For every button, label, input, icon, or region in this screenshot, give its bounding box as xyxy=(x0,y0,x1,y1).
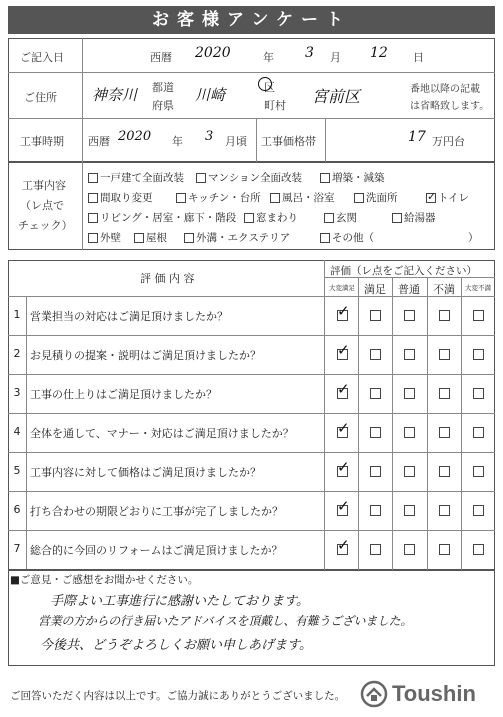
rating-checkbox[interactable] xyxy=(439,505,450,516)
rating-checkbox[interactable] xyxy=(439,427,450,438)
rating-checkbox[interactable] xyxy=(439,349,450,360)
rating-checkbox[interactable] xyxy=(473,310,484,321)
question-text: 工事内容に対して価格はご満足頂けましたか？ xyxy=(30,466,261,479)
pref-unit-1: 都道 xyxy=(152,81,174,94)
checkbox-icon[interactable] xyxy=(176,193,186,203)
footer-thanks: ご回答いただく内容は以上です。ご協力誠にありがとうございました。 xyxy=(10,690,346,702)
rating-checkbox[interactable] xyxy=(404,388,415,399)
circle-mark-icon xyxy=(258,77,272,91)
rating-checkbox[interactable] xyxy=(439,466,450,477)
checkbox-icon[interactable] xyxy=(244,213,254,223)
rating-checkbox[interactable] xyxy=(370,349,381,360)
date-month-unit: 月 xyxy=(330,51,341,64)
question-number: 3 xyxy=(13,386,21,399)
checkbox-icon[interactable] xyxy=(196,173,206,183)
work-label-2: （レ点で xyxy=(20,199,64,212)
address-ward: 宮前区 xyxy=(312,87,361,106)
checked-box-icon[interactable]: ✓ xyxy=(427,190,437,203)
work-option-label: ） xyxy=(468,232,479,244)
rating-checkbox[interactable] xyxy=(404,310,415,321)
work-option[interactable] xyxy=(354,190,398,205)
checkbox-icon[interactable] xyxy=(270,193,280,203)
city-unit-2: 町村 xyxy=(264,99,286,112)
price-value: 17 xyxy=(408,129,426,145)
pref-unit-2: 府県 xyxy=(152,99,174,112)
rating-checkbox[interactable] xyxy=(404,349,415,360)
checkbox-icon[interactable] xyxy=(88,193,98,203)
eval-column-header: 普通 xyxy=(398,283,420,296)
date-label: ご記入日 xyxy=(20,51,64,64)
rating-checkbox[interactable] xyxy=(370,427,381,438)
comment-line-2: 営業の方からの行き届いたアドバイスを頂戴し、有難うございました。 xyxy=(38,614,413,628)
work-option-label: 間取り変更 xyxy=(100,192,153,204)
work-option[interactable] xyxy=(88,190,153,205)
checkbox-icon[interactable] xyxy=(354,193,364,203)
rating-checkbox[interactable] xyxy=(404,544,415,555)
evaluation-table xyxy=(8,260,495,570)
question-text: 打ち合わせの期限どおりに工事が完了しましたか？ xyxy=(30,505,283,518)
period-month: 3 xyxy=(205,129,214,144)
checkbox-icon[interactable] xyxy=(184,233,194,243)
price-unit: 万円台 xyxy=(432,135,465,148)
period-label: 工事時期 xyxy=(20,135,64,148)
rating-checkbox[interactable] xyxy=(473,388,484,399)
work-option-label: 玄関 xyxy=(336,212,357,224)
question-text: お見積りの提案・説明はご満足頂けましたか？ xyxy=(30,349,261,362)
check-mark-icon: ✓ xyxy=(337,302,350,320)
page-title: お客様アンケート xyxy=(8,6,495,34)
question-number: 7 xyxy=(13,542,21,555)
work-option[interactable] xyxy=(468,230,479,245)
checkbox-icon[interactable] xyxy=(88,233,98,243)
check-mark-icon: ✓ xyxy=(337,380,350,398)
period-year: 2020 xyxy=(118,129,152,144)
brand-name: Toushin xyxy=(392,681,476,706)
question-text: 全体を通して、マナー・対応はご満足頂けましたか？ xyxy=(30,427,294,440)
work-option-label: キッチン・台所 xyxy=(188,192,261,204)
address-note-1: 番地以降の記載 xyxy=(410,84,480,95)
question-number: 2 xyxy=(13,347,21,360)
check-mark-icon: ✓ xyxy=(337,458,350,476)
work-option[interactable] xyxy=(270,190,335,205)
work-option[interactable] xyxy=(134,230,167,245)
work-option-label: 給湯器 xyxy=(404,212,436,224)
rating-checkbox[interactable] xyxy=(370,310,381,321)
date-month: 3 xyxy=(305,45,314,61)
period-month-unit: 月頃 xyxy=(225,135,247,148)
checkbox-icon[interactable] xyxy=(320,233,330,243)
checkbox-icon[interactable] xyxy=(88,173,98,183)
rating-checkbox[interactable] xyxy=(370,388,381,399)
address-note-2: は省略致します。 xyxy=(410,101,490,112)
date-day-unit: 日 xyxy=(413,51,424,64)
work-option-label: 洗面所 xyxy=(366,192,398,204)
comments-label: ■ご意見・ご感想をお聞かせください。 xyxy=(10,574,199,586)
work-option[interactable] xyxy=(196,170,302,185)
work-option[interactable] xyxy=(176,190,261,205)
work-option-label: 一戸建て全面改装 xyxy=(100,172,184,184)
rating-checkbox[interactable] xyxy=(439,388,450,399)
check-mark-icon: ✓ xyxy=(337,341,350,359)
question-number: 5 xyxy=(13,464,21,477)
eval-column-header: 満足 xyxy=(364,283,386,296)
rating-checkbox[interactable] xyxy=(473,544,484,555)
comment-line-3: 今後共、どうぞよろしくお願い申しあげます。 xyxy=(40,638,312,653)
eval-column-header: 不満 xyxy=(433,283,455,296)
work-option[interactable] xyxy=(320,170,385,185)
question-number: 6 xyxy=(13,503,21,516)
rating-checkbox[interactable] xyxy=(473,466,484,477)
rating-checkbox[interactable] xyxy=(439,544,450,555)
work-option-label: 屋根 xyxy=(146,232,167,244)
rating-checkbox[interactable] xyxy=(473,427,484,438)
check-mark-icon: ✓ xyxy=(337,536,350,554)
address-prefecture: 神奈川 xyxy=(92,86,138,104)
city-unit-1: 区 xyxy=(264,81,275,94)
work-option-label: マンション全面改装 xyxy=(208,172,303,184)
date-year-unit: 年 xyxy=(263,51,274,64)
price-label: 工事価格帯 xyxy=(261,135,316,148)
period-era: 西暦 xyxy=(88,135,110,148)
question-text: 工事の仕上りはご満足頂けましたか？ xyxy=(30,388,217,401)
checkbox-icon[interactable] xyxy=(320,173,330,183)
brand-logo-icon xyxy=(360,680,388,708)
rating-checkbox[interactable] xyxy=(370,466,381,477)
work-option[interactable] xyxy=(88,230,121,245)
work-option[interactable] xyxy=(392,210,436,225)
date-year: 2020 xyxy=(195,45,231,61)
work-option-label: 窓まわり xyxy=(256,212,298,224)
work-option-label: リビング・居室・廊下・階段 xyxy=(100,212,237,224)
address-label: ご住所 xyxy=(24,91,57,104)
question-number: 1 xyxy=(13,308,21,321)
question-text: 総合的に今回のリフォームはご満足頂けましたか？ xyxy=(30,544,283,557)
work-option[interactable] xyxy=(88,170,184,185)
work-option[interactable] xyxy=(426,190,469,205)
work-option-label: 外壁 xyxy=(100,232,121,244)
address-city: 川崎 xyxy=(195,86,226,104)
work-option[interactable] xyxy=(244,210,298,225)
work-label-3: チェック） xyxy=(18,219,73,232)
eval-rating-header: 評価（レ点をご記入ください） xyxy=(330,265,477,277)
rating-checkbox[interactable] xyxy=(439,310,450,321)
eval-content-header: 評 価 内 容 xyxy=(140,272,195,285)
date-day: 12 xyxy=(370,45,388,61)
question-number: 4 xyxy=(13,425,21,438)
comment-line-1: 手際よい工事進行に感謝いたしております。 xyxy=(50,594,309,609)
checkbox-icon[interactable] xyxy=(324,213,334,223)
period-year-unit: 年 xyxy=(172,135,183,148)
check-mark-icon: ✓ xyxy=(337,419,350,437)
work-option-label: その他（ xyxy=(332,232,374,244)
work-option-label: 外溝・エクステリア xyxy=(196,232,291,244)
work-option-label: 増築・減築 xyxy=(332,172,385,184)
checkbox-icon[interactable] xyxy=(88,213,98,223)
rating-checkbox[interactable] xyxy=(473,505,484,516)
work-option-label: 風呂・浴室 xyxy=(282,192,335,204)
checkbox-icon[interactable] xyxy=(134,233,144,243)
work-option[interactable] xyxy=(320,230,374,245)
eval-column-header: 大変満足 xyxy=(329,284,355,292)
rating-checkbox[interactable] xyxy=(404,466,415,477)
work-option[interactable] xyxy=(184,230,290,245)
rating-checkbox[interactable] xyxy=(370,544,381,555)
checkbox-icon[interactable] xyxy=(392,213,402,223)
question-text: 営業担当の対応はご満足頂けましたか？ xyxy=(30,310,228,323)
rating-checkbox[interactable] xyxy=(473,349,484,360)
work-option-label: トイレ xyxy=(438,192,469,204)
rating-checkbox[interactable] xyxy=(404,505,415,516)
date-era: 西暦 xyxy=(150,51,172,64)
check-mark-icon: ✓ xyxy=(337,497,350,515)
rating-checkbox[interactable] xyxy=(404,427,415,438)
eval-column-header: 大変不満 xyxy=(465,284,491,292)
work-option[interactable] xyxy=(324,210,357,225)
work-label-1: 工事内容 xyxy=(22,179,66,192)
work-option[interactable] xyxy=(88,210,236,225)
rating-checkbox[interactable] xyxy=(370,505,381,516)
